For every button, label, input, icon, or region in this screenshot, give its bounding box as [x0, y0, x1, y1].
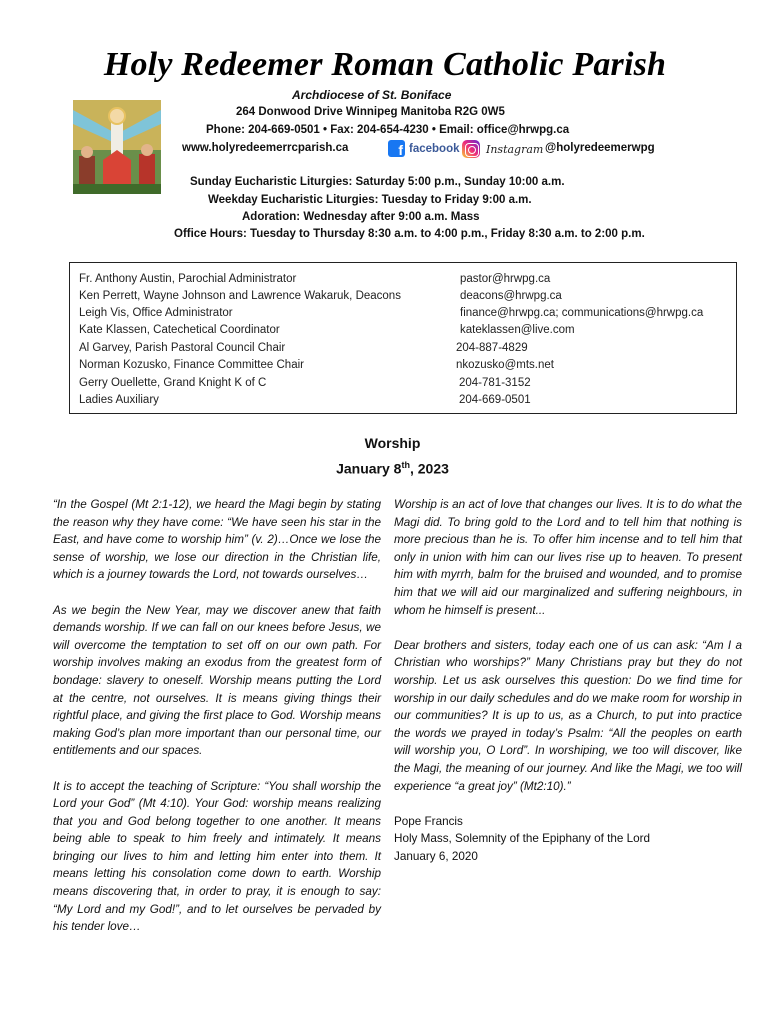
instagram-link[interactable] [462, 140, 543, 158]
paragraph: Dear brothers and sisters, today each one of us can ask: “Am I a Christian who worships?” Many Christians pray but they do not worship. Let us ask ourselves this question: Do we find time for worship in our daily schedules and do we make room for worship in our communities? It is up to us, as a Church, to put into practice the words we prayed in today’s Psalm: “All the peoples on earth will worship you, O Lord”. In worshiping, we too will discover, like the Magi, the meaning of our journey. And like the Magi, we too will experience “a great joy” (Mt2:10).” [394, 638, 742, 793]
staff-contact[interactable]: pastor@hrwpg.ca [460, 273, 551, 285]
staff-name: Kate Klassen, Catechetical Coordinator [79, 324, 280, 336]
website-link[interactable]: www.holyredeemerrcparish.ca [182, 142, 349, 154]
attribution-event: Holy Mass, Solemnity of the Epiphany of the Lord [394, 832, 650, 846]
attribution-name: Pope Francis [394, 814, 463, 828]
staff-name: Ladies Auxiliary [79, 394, 159, 406]
instagram-icon [462, 140, 480, 158]
facebook-label: facebook [409, 142, 460, 155]
office-hours: Office Hours: Tuesday to Thursday 8:30 a.m. to 4:00 p.m., Friday 8:30 a.m. to 2:00 p.m. [174, 228, 645, 240]
contact-line: Phone: 204-669-0501 • Fax: 204-654-4230 • Email: office@hrwpg.ca [206, 124, 570, 136]
staff-name: Leigh Vis, Office Administrator [79, 307, 233, 319]
article-date-sup: th [401, 460, 410, 470]
adoration-schedule: Adoration: Wednesday after 9:00 a.m. Mass [242, 211, 480, 223]
parish-title: Holy Redeemer Roman Catholic Parish [103, 46, 667, 83]
facebook-icon: f [388, 140, 405, 157]
archdiocese: Archdiocese of St. Boniface [292, 88, 452, 102]
left-column [53, 496, 381, 953]
staff-contact: 204-781-3152 [459, 377, 531, 389]
paragraph: “In the Gospel (Mt 2:1-12), we heard the Magi begin by stating the reason why they have come: “We have seen his star in the East, and have come to worship him” (v. 2)…Once we lose the sense of worship, we lose our direction in the Christian life, which is a journey towards the Lord, not towards ourselves… [53, 498, 381, 582]
paragraph: As we begin the New Year, may we discover anew that faith demands worship. If we can fall on our knees before Jesus, we will overcome the temptation to set off on our own path. For worship involves making an exodus from the greatest form of bondage: slavery to oneself. Worship means putting the Lord at the centre, not ourselves. It is means giving things their rightful place, and giving the first place to God. Worship means making God’s plan more important than our personal time, our entitlements and our spaces. [53, 603, 381, 758]
staff-contact[interactable]: deacons@hrwpg.ca [460, 290, 562, 302]
staff-contact: 204-887-4829 [456, 342, 528, 354]
article-date-suffix: , 2023 [409, 460, 449, 477]
staff-contact[interactable]: nkozusko@mts.net [456, 359, 554, 371]
staff-name: Ken Perrett, Wayne Johnson and Lawrence Wakaruk, Deacons [79, 290, 401, 302]
attribution-date: January 6, 2020 [394, 849, 478, 863]
address: 264 Donwood Drive Winnipeg Manitoba R2G 0W5 [236, 106, 505, 118]
saint-image [73, 100, 161, 194]
instagram-handle[interactable]: @holyredeemerwpg [545, 142, 655, 154]
facebook-link[interactable] [388, 140, 460, 157]
staff-name: Gerry Ouellette, Grand Knight K of C [79, 377, 267, 389]
sunday-schedule: Sunday Eucharistic Liturgies: Saturday 5:00 p.m., Sunday 10:00 a.m. [190, 176, 565, 188]
staff-name: Fr. Anthony Austin, Parochial Administrator [79, 273, 297, 285]
staff-name: Al Garvey, Parish Pastoral Council Chair [79, 342, 286, 354]
article-date [0, 455, 770, 479]
paragraph: Worship is an act of love that changes our lives. It is to do what the Magi did. To bring gold to the Lord and to tell him that nothing is more precious than he is. To offer him incense and to tell him that only in union with him can our lives rise up to heaven. To present him with myrrh, balm for the bruised and wounded, and to promise him that we will aid our marginalized and suffering neighbours, in whom he himself is present... [394, 498, 742, 617]
article-title: Worship [364, 435, 421, 451]
weekday-schedule: Weekday Eucharistic Liturgies: Tuesday to Friday 9:00 a.m. [208, 194, 532, 206]
staff-contact: 204-669-0501 [459, 394, 531, 406]
staff-contact[interactable]: finance@hrwpg.ca; communications@hrwpg.ca [460, 307, 704, 319]
paragraph: It is to accept the teaching of Scripture: “You shall worship the Lord your God” (Mt 4:10). Your God: worship means realizing that you and God belong together to one another. It means being able to speak to him freely and intimately. It means bringing our lives to him and letting him enter into them. It means letting his consolation come down to earth. Worship means discovering that, in order to pray, it is enough to say: “My Lord and my God!”, and to let ourselves be pervaded by his tender love… [53, 779, 381, 934]
staff-name: Norman Kozusko, Finance Committee Chair [79, 359, 304, 371]
instagram-label: Instagram [486, 142, 544, 156]
right-column [394, 496, 742, 865]
article-date-prefix: January 8 [336, 460, 402, 477]
staff-contact[interactable]: kateklassen@live.com [460, 324, 575, 336]
